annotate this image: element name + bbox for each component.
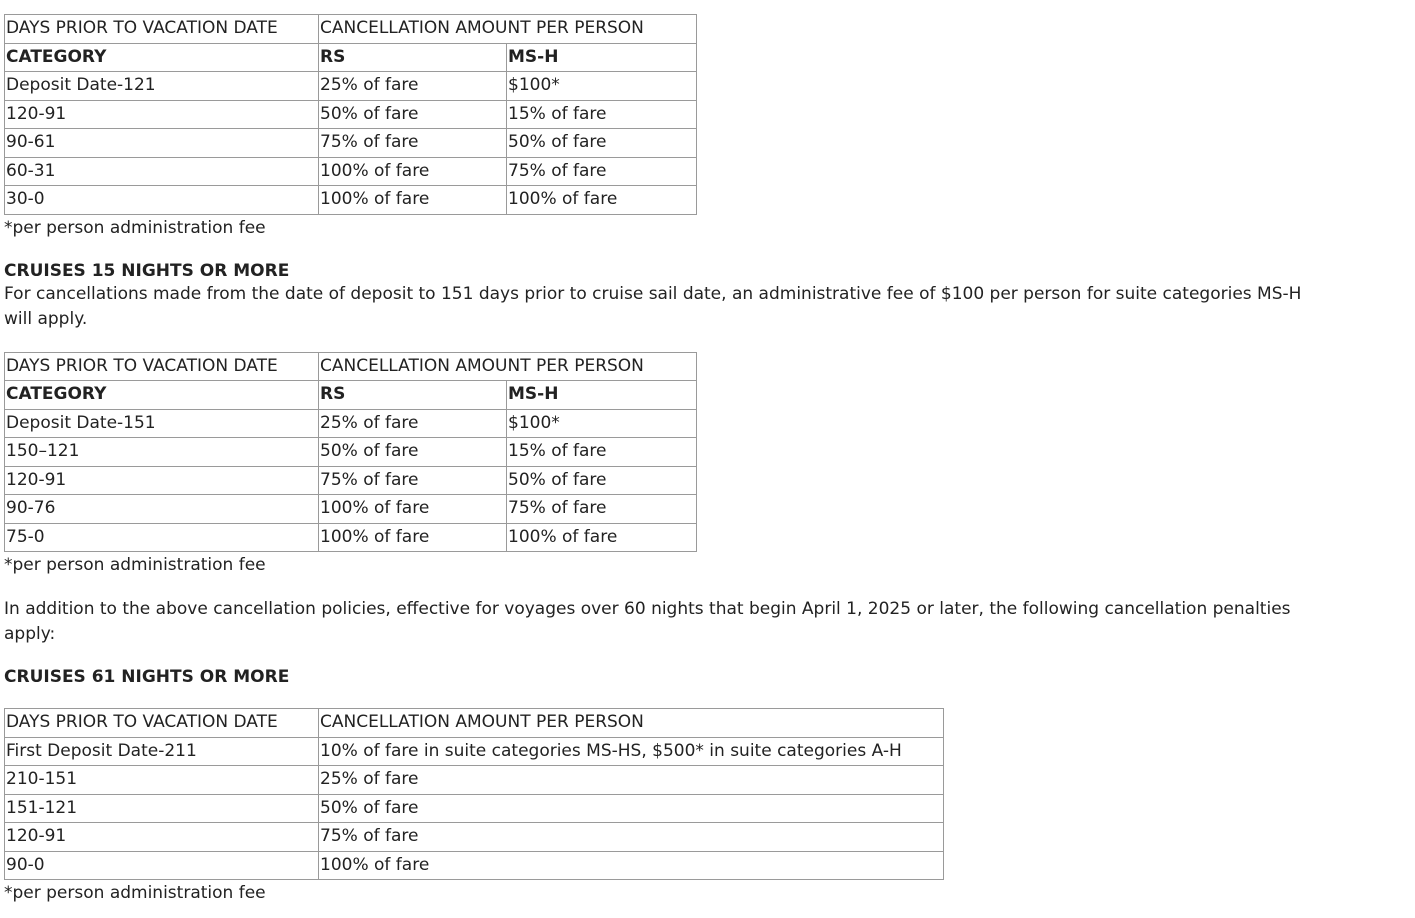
header-cancellation-amount: CANCELLATION AMOUNT PER PERSON xyxy=(319,15,697,44)
category-label: CATEGORY xyxy=(5,43,319,72)
rs-cell: 100% of fare xyxy=(319,523,507,552)
table-row xyxy=(5,766,944,795)
category-row xyxy=(5,381,697,410)
table-header-row xyxy=(5,709,944,738)
days-cell: 75-0 xyxy=(5,523,319,552)
cancellation-table-standard xyxy=(4,14,697,215)
admin-fee-note: *per person administration fee xyxy=(4,217,266,238)
category-rs: RS xyxy=(319,381,507,410)
ms-h-cell: 100% of fare xyxy=(507,186,697,215)
ms-h-cell: 50% of fare xyxy=(507,466,697,495)
amount-cell: 50% of fare xyxy=(319,794,944,823)
rs-cell: 100% of fare xyxy=(319,495,507,524)
rs-cell: 50% of fare xyxy=(319,438,507,467)
ms-h-cell: 50% of fare xyxy=(507,129,697,158)
days-cell: 150–121 xyxy=(5,438,319,467)
category-label: CATEGORY xyxy=(5,381,319,410)
table-row xyxy=(5,72,697,101)
section-heading-15-nights: CRUISES 15 NIGHTS OR MORE xyxy=(4,260,290,281)
ms-h-cell: 75% of fare xyxy=(507,157,697,186)
amount-cell: 100% of fare xyxy=(319,851,944,880)
section-heading-61-nights: CRUISES 61 NIGHTS OR MORE xyxy=(4,667,290,687)
ms-h-cell: 75% of fare xyxy=(507,495,697,524)
amount-cell: 75% of fare xyxy=(319,823,944,852)
category-ms-h: MS-H xyxy=(507,381,697,410)
days-cell: First Deposit Date-211 xyxy=(5,737,319,766)
table-row xyxy=(5,186,697,215)
rs-cell: 50% of fare xyxy=(319,100,507,129)
rs-cell: 25% of fare xyxy=(319,72,507,101)
header-days-prior: DAYS PRIOR TO VACATION DATE xyxy=(5,15,319,44)
table-row xyxy=(5,129,697,158)
days-cell: 120-91 xyxy=(5,100,319,129)
days-cell: 210-151 xyxy=(5,766,319,795)
amount-cell: 25% of fare xyxy=(319,766,944,795)
table-row xyxy=(5,851,944,880)
days-cell: 151-121 xyxy=(5,794,319,823)
amount-cell: 10% of fare in suite categories MS-HS, $500* in suite categories A-H xyxy=(319,737,944,766)
ms-h-cell: 100% of fare xyxy=(507,523,697,552)
category-ms-h: MS-H xyxy=(507,43,697,72)
table-row xyxy=(5,495,697,524)
rs-cell: 75% of fare xyxy=(319,129,507,158)
table-row xyxy=(5,466,697,495)
days-cell: 30-0 xyxy=(5,186,319,215)
category-row xyxy=(5,43,697,72)
table-row xyxy=(5,409,697,438)
days-cell: Deposit Date-151 xyxy=(5,409,319,438)
header-days-prior: DAYS PRIOR TO VACATION DATE xyxy=(5,352,319,381)
table-row xyxy=(5,523,697,552)
table-row xyxy=(5,823,944,852)
table-row xyxy=(5,438,697,467)
header-cancellation-amount: CANCELLATION AMOUNT PER PERSON xyxy=(319,709,944,738)
ms-h-cell: $100* xyxy=(507,409,697,438)
table-header-row xyxy=(5,15,697,44)
admin-fee-note: *per person administration fee xyxy=(4,883,266,903)
rs-cell: 100% of fare xyxy=(319,186,507,215)
cancellation-table-15-nights xyxy=(4,352,697,553)
rs-cell: 25% of fare xyxy=(319,409,507,438)
days-cell: 60-31 xyxy=(5,157,319,186)
category-rs: RS xyxy=(319,43,507,72)
table-row xyxy=(5,157,697,186)
cancellation-table-61-nights xyxy=(4,708,944,880)
days-cell: 120-91 xyxy=(5,466,319,495)
rs-cell: 75% of fare xyxy=(319,466,507,495)
ms-h-cell: $100* xyxy=(507,72,697,101)
header-cancellation-amount: CANCELLATION AMOUNT PER PERSON xyxy=(319,352,697,381)
additional-policy-paragraph: In addition to the above cancellation policies, effective for voyages over 60 nights that begin April 1, 2025 or later, the following cancellation penalties apply: xyxy=(4,599,1291,644)
table-header-row xyxy=(5,352,697,381)
admin-fee-note: *per person administration fee xyxy=(4,555,266,575)
rs-cell: 100% of fare xyxy=(319,157,507,186)
section-paragraph-15-nights: For cancellations made from the date of deposit to 151 days prior to cruise sail date, an administrative fee of $100 per person for suite categories MS-H will apply. xyxy=(4,283,1302,329)
days-cell: 90-61 xyxy=(5,129,319,158)
days-cell: 90-76 xyxy=(5,495,319,524)
table-row xyxy=(5,737,944,766)
ms-h-cell: 15% of fare xyxy=(507,438,697,467)
days-cell: 90-0 xyxy=(5,851,319,880)
table-row xyxy=(5,100,697,129)
days-cell: Deposit Date-121 xyxy=(5,72,319,101)
header-days-prior: DAYS PRIOR TO VACATION DATE xyxy=(5,709,319,738)
days-cell: 120-91 xyxy=(5,823,319,852)
ms-h-cell: 15% of fare xyxy=(507,100,697,129)
table-row xyxy=(5,794,944,823)
